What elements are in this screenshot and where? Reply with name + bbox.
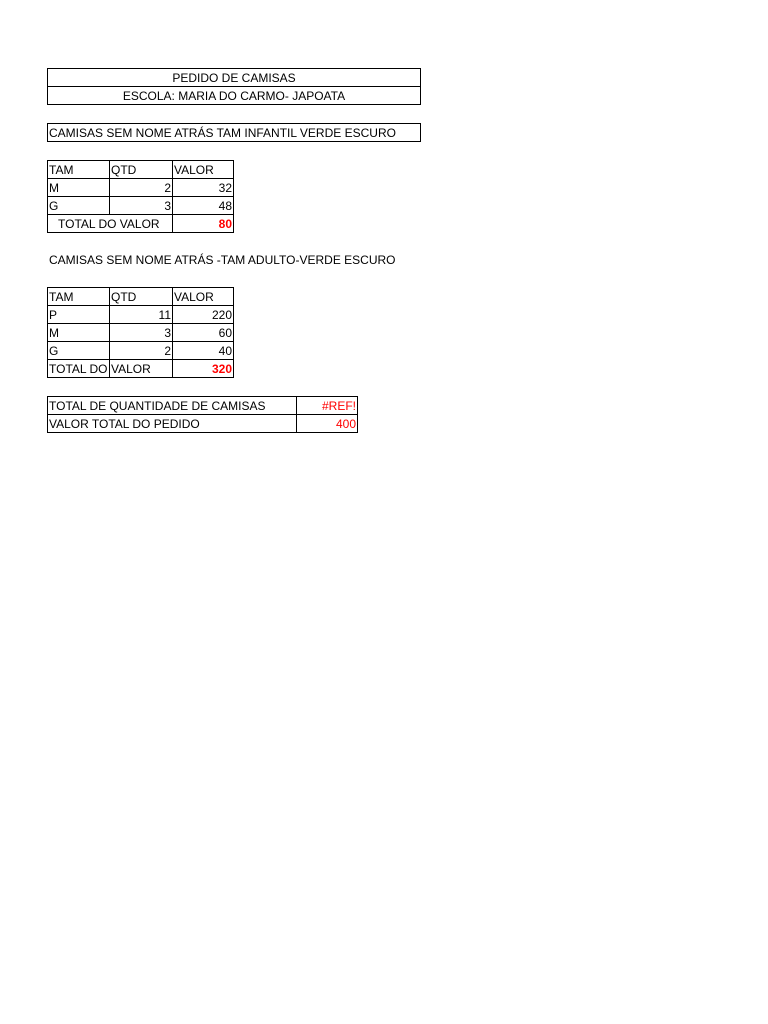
section-infantil-title: CAMISAS SEM NOME ATRÁS TAM INFANTIL VERDE ESCURO [47,123,421,142]
infantil-total-label: TOTAL DO VALOR [47,214,173,233]
column-header-qtd: QTD [109,160,173,179]
table-row-qtd: 2 [109,341,173,360]
table-row-qtd: 11 [109,305,173,324]
column-header-tam: TAM [47,160,110,179]
order-title: PEDIDO DE CAMISAS [47,68,421,87]
table-row-qtd: 3 [109,196,173,215]
total-quantity-label: TOTAL DE QUANTIDADE DE CAMISAS [47,396,297,415]
column-header-valor: VALOR [172,160,234,179]
table-row-valor: 32 [172,178,234,197]
adulto-total-label: TOTAL DO [47,359,110,378]
total-quantity-value: #REF! [296,396,358,415]
column-header-tam: TAM [47,287,110,306]
section-adulto-title: CAMISAS SEM NOME ATRÁS -TAM ADULTO-VERDE ESCURO [49,253,396,267]
table-row-tam: G [47,196,110,215]
table-row-valor: 40 [172,341,234,360]
table-row-tam: M [47,178,110,197]
table-row-qtd: 2 [109,178,173,197]
table-row-qtd: 3 [109,323,173,342]
order-total-value: 400 [296,414,358,433]
table-row-tam: M [47,323,110,342]
column-header-valor: VALOR [172,287,234,306]
school-name: ESCOLA: MARIA DO CARMO- JAPOATA [47,86,421,105]
order-total-label: VALOR TOTAL DO PEDIDO [47,414,297,433]
table-row-tam: G [47,341,110,360]
table-row-valor: 48 [172,196,234,215]
table-row-tam: P [47,305,110,324]
adulto-total-label-cont: VALOR [109,359,173,378]
column-header-qtd: QTD [109,287,173,306]
adulto-total-value: 320 [172,359,234,378]
table-row-valor: 60 [172,323,234,342]
table-row-valor: 220 [172,305,234,324]
infantil-total-value: 80 [172,214,234,233]
